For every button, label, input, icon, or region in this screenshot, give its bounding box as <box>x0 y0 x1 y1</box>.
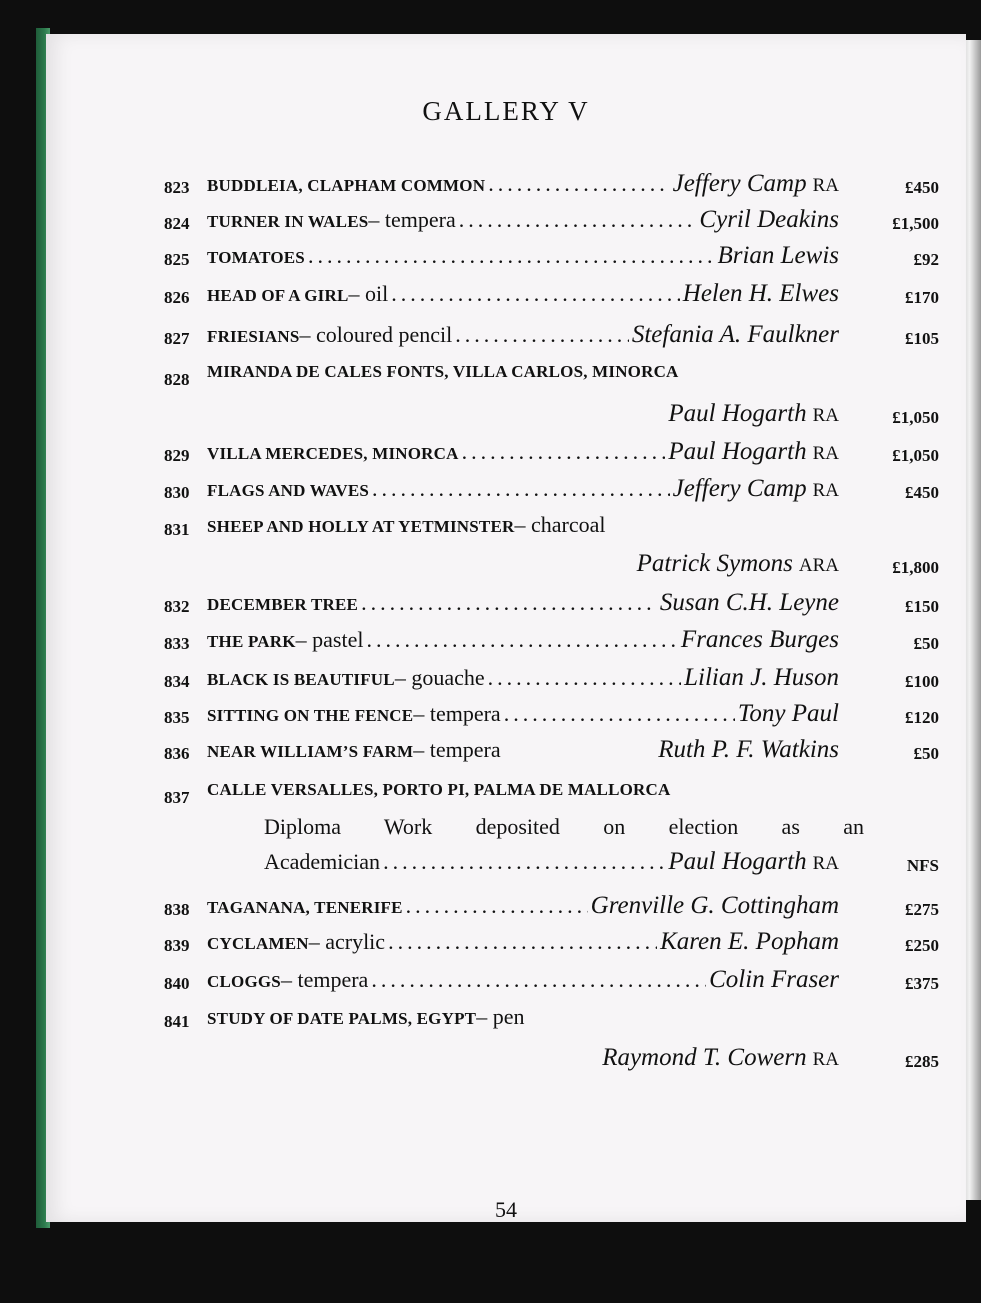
entry-artist: Paul Hogarth <box>668 438 807 465</box>
page-number: 54 <box>495 1197 517 1222</box>
entry-medium: – tempera <box>413 701 501 726</box>
entry-price: NFS <box>906 856 939 875</box>
entry-title: FRIESIANS <box>207 327 300 346</box>
entry-price: £250 <box>905 936 939 955</box>
entry-medium: – tempera <box>413 737 501 762</box>
entry-number: 839 <box>164 936 190 955</box>
catalogue-entry-827 <box>164 321 939 355</box>
catalogue-entry-831 <box>164 512 939 546</box>
dot-leader <box>488 171 669 197</box>
entry-number: 833 <box>164 634 190 653</box>
entry-price: £275 <box>905 900 939 919</box>
dot-leader <box>455 322 629 348</box>
entry-artist: Paul Hogarth <box>668 400 807 427</box>
catalogue-entry-834 <box>164 664 939 698</box>
entry-title: SITTING ON THE FENCE <box>207 706 414 725</box>
entry-number: 829 <box>164 446 190 465</box>
entry-title: CLOGGS <box>207 972 281 991</box>
entry-title: STUDY OF DATE PALMS, EGYPT <box>207 1009 477 1028</box>
entry-artist: Paul Hogarth <box>668 848 807 875</box>
entry-number: 825 <box>164 250 190 269</box>
dot-leader <box>504 701 735 727</box>
catalogue-entry-835 <box>164 700 939 734</box>
entry-price: £120 <box>905 708 939 727</box>
entry-price: £375 <box>905 974 939 993</box>
dot-leader <box>366 627 677 653</box>
entry-medium: – pastel <box>295 627 364 652</box>
entry-number: 828 <box>164 370 190 389</box>
catalogue-entry-837-continued <box>164 848 939 882</box>
entry-artist: Susan C.H. Leyne <box>659 589 839 616</box>
entry-price: £285 <box>905 1052 939 1071</box>
entry-title: MIRANDA DE CALES FONTS, VILLA CARLOS, MINORCA <box>207 362 679 381</box>
dot-leader <box>459 207 697 233</box>
entry-number: 827 <box>164 329 190 348</box>
entry-artist: Jeffery Camp <box>672 475 807 502</box>
entry-artist: Lilian J. Huson <box>684 664 839 691</box>
entry-artist-suffix: RA <box>812 175 839 196</box>
entry-price: £1,050 <box>892 446 939 465</box>
entry-artist: Brian Lewis <box>717 242 839 269</box>
entry-note-continued: Academician <box>264 849 381 874</box>
entry-price: £150 <box>905 597 939 616</box>
catalogue-entry-833 <box>164 626 939 660</box>
gallery-title: GALLERY V <box>422 96 590 126</box>
entry-number: 823 <box>164 178 190 197</box>
entry-artist: Grenville G. Cottingham <box>590 892 839 919</box>
catalogue-entry-823 <box>164 170 939 204</box>
entry-title: FLAGS AND WAVES <box>207 481 370 500</box>
entry-price: £50 <box>913 634 939 653</box>
entry-price: £1,800 <box>892 558 939 577</box>
catalogue-entry-828 <box>164 362 939 396</box>
entry-medium: – acrylic <box>308 929 386 954</box>
entry-price: £50 <box>913 744 939 763</box>
entry-title: NEAR WILLIAM’S FARM <box>207 742 414 761</box>
entry-artist: Tony Paul <box>737 700 839 727</box>
entry-number: 837 <box>164 788 190 807</box>
entry-medium: – tempera <box>280 967 369 992</box>
catalogue-entry-837 <box>164 780 939 814</box>
entry-medium: – gouache <box>394 665 485 690</box>
dot-leader <box>488 665 682 691</box>
entry-artist: Stefania A. Faulkner <box>631 321 839 348</box>
catalogue-entry-825 <box>164 242 939 276</box>
entry-title: DECEMBER TREE <box>207 595 359 614</box>
catalogue-entry-838 <box>164 892 939 926</box>
entry-artist-suffix: RA <box>812 443 839 464</box>
dot-leader <box>383 849 665 875</box>
entry-medium: – pen <box>476 1004 525 1029</box>
entry-title: CALLE VERSALLES, PORTO PI, PALMA DE MALLORCA <box>207 780 671 799</box>
catalogue-entry-824 <box>164 206 939 240</box>
entry-price: £170 <box>905 288 939 307</box>
entry-number: 836 <box>164 744 190 763</box>
entry-medium: – charcoal <box>514 512 606 537</box>
entry-artist: Raymond T. Cowern <box>602 1044 807 1071</box>
entry-title: THE PARK <box>207 632 296 651</box>
entry-price: £450 <box>905 178 939 197</box>
entry-artist-suffix: RA <box>812 1049 839 1070</box>
entry-medium: – tempera <box>368 207 456 232</box>
entry-price: £450 <box>905 483 939 502</box>
entry-title: CYCLAMEN <box>207 934 309 953</box>
entry-number: 826 <box>164 288 190 307</box>
entry-artist: Helen H. Elwes <box>682 280 839 307</box>
catalogue-entry-832 <box>164 589 939 623</box>
entry-number: 835 <box>164 708 190 727</box>
catalogue-entry-841-continued <box>164 1044 939 1078</box>
dot-leader <box>388 929 657 955</box>
dot-leader <box>308 243 714 269</box>
entry-price: £105 <box>905 329 939 348</box>
entry-artist: Cyril Deakins <box>699 206 839 233</box>
entry-number: 838 <box>164 900 190 919</box>
entry-number: 832 <box>164 597 190 616</box>
entry-artist-suffix: RA <box>812 480 839 501</box>
entry-number: 840 <box>164 974 190 993</box>
catalogue-entry-840 <box>164 966 939 1000</box>
entry-title: HEAD OF A GIRL <box>207 286 349 305</box>
entry-medium: – oil <box>348 281 389 306</box>
entry-title: SHEEP AND HOLLY AT YETMINSTER <box>207 517 515 536</box>
entry-title: TURNER IN WALES <box>207 212 369 231</box>
dot-leader <box>361 590 657 616</box>
entry-price: £100 <box>905 672 939 691</box>
catalogue-entry-830 <box>164 475 939 509</box>
catalogue-page <box>46 34 966 1222</box>
entry-number: 824 <box>164 214 190 233</box>
entry-artist-suffix: RA <box>812 405 839 426</box>
entry-artist: Jeffery Camp <box>672 170 807 197</box>
entry-note: Diploma Work deposited on election as an <box>264 814 864 839</box>
entry-artist-suffix: RA <box>812 853 839 874</box>
dot-leader <box>391 281 680 307</box>
catalogue-entry-836 <box>164 736 939 770</box>
dot-leader <box>372 476 670 502</box>
entry-artist: Patrick Symons <box>636 550 793 577</box>
entry-artist: Colin Fraser <box>709 966 839 993</box>
catalogue-entry-831-continued <box>164 550 939 584</box>
catalogue-entry-828-continued <box>164 400 939 434</box>
entry-title: TOMATOES <box>207 248 305 267</box>
catalogue-entry-829 <box>164 438 939 472</box>
entry-number: 830 <box>164 483 190 502</box>
dot-leader <box>406 893 588 919</box>
entry-artist: Ruth P. F. Watkins <box>658 736 839 763</box>
entry-artist: Karen E. Popham <box>660 928 839 955</box>
entry-artist-suffix: ARA <box>798 555 839 576</box>
catalogue-entry-826 <box>164 280 939 314</box>
entry-number: 831 <box>164 520 190 539</box>
entry-price: £92 <box>913 250 939 269</box>
entry-title: TAGANANA, TENERIFE <box>207 898 403 917</box>
entry-price: £1,050 <box>892 408 939 427</box>
entry-artist: Frances Burges <box>680 626 839 653</box>
entry-title: BUDDLEIA, CLAPHAM COMMON <box>207 176 486 195</box>
entry-title: VILLA MERCEDES, MINORCA <box>207 444 459 463</box>
catalogue-entry-839 <box>164 928 939 962</box>
dot-leader <box>462 439 666 465</box>
entry-title: BLACK IS BEAUTIFUL <box>207 670 395 689</box>
entry-price: £1,500 <box>892 214 939 233</box>
catalogue-entry-841 <box>164 1004 939 1038</box>
entry-number: 841 <box>164 1012 190 1031</box>
dot-leader <box>371 967 706 993</box>
entry-medium: – coloured pencil <box>299 322 453 347</box>
entry-number: 834 <box>164 672 190 691</box>
